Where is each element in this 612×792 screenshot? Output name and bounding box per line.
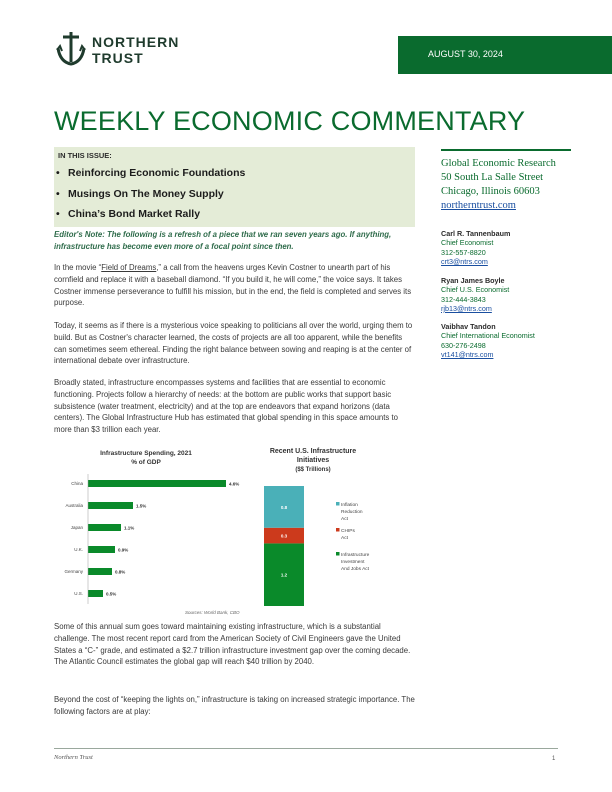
chart2-legend-label: Act <box>341 517 348 522</box>
issue-item[interactable]: • Reinforcing Economic Foundations <box>56 167 246 179</box>
paragraph-2: Today, it seems as if there is a mysterious voice speaking to politicians all over the world, urging them to build. But as Costner's character learned, the costs of projects are all too apparent, while the benefits can sometimes seem ethereal. Finding the right balance between sowing and reaping is at the center of international debate over infrastructure. <box>54 321 413 366</box>
chart1-value-label: 0.8% <box>115 569 126 575</box>
paragraph-1: In the movie “Field of Dreams,” a call from the heavens urges Kevin Costner to unearth part of his cornfield and replace it with a baseball diamond. “If you build it, he will come,” the voice says. It takes Costner immense perseverance to fulfill his mission, but in the end, the field is completed and serves its purpose. <box>54 263 412 308</box>
contact-name: Vaibhav Tandon <box>441 322 496 331</box>
in-this-issue-heading: IN THIS ISSUE: <box>58 151 112 160</box>
chart1-value-label: 1.1% <box>124 525 135 531</box>
paragraph-4: Some of this annual sum goes toward maintaining existing infrastructure, which is a substantial challenge. The most recent report card from the American Society of Civil Engineers gave the United States a “C-” grade, and estimated a $2.7 trillion infrastructure investment gap over the coming decade. The Atlantic Council estimates the global gap will reach $40 trillion by 2040. <box>54 622 411 667</box>
chart1-category-label: Germany <box>64 569 83 574</box>
paragraph-3: Broadly stated, infrastructure encompasses systems and facilities that are essential to economic functioning. Projects follow a hierarchy of needs: at the bottom are public works that support basic subsistence (water treatment, electricity) and at the top are endeavors that expand horizons (data centers). The Global Infrastructure Hub has estimated that global spending in this space amounts to more than $3 trillion each year. <box>54 378 398 435</box>
bullet-icon: • <box>56 208 60 220</box>
chart2-value-label: 0.3 <box>280 533 288 539</box>
chart2-legend-label: And Jobs Act <box>341 567 369 572</box>
brand-line-2: TRUST <box>92 50 144 66</box>
chart2-legend-swatch <box>336 528 340 532</box>
chart1-value-label: 4.6% <box>229 481 240 487</box>
chart1-bar <box>88 568 112 575</box>
contact-title: Chief U.S. Economist <box>441 285 510 295</box>
chart1-bar <box>88 524 121 531</box>
field-of-dreams-link[interactable]: Field of Dreams <box>101 263 157 272</box>
chart-source: Sources: World Bank, CBO <box>185 610 240 615</box>
contact-card <box>441 229 510 266</box>
editors-note: Editor's Note: The following is a refresh of a piece that we ran seven years ago. If anything, infrastructure has become even more of a focal point since then. <box>54 230 392 251</box>
chart2-legend-swatch <box>336 502 340 506</box>
chart1-value-label: 0.5% <box>106 591 117 597</box>
contact-name: Carl R. Tannenbaum <box>441 229 511 238</box>
chart2-legend-label: Inflation <box>341 503 358 508</box>
contact-email[interactable]: vt141@ntrs.com <box>441 349 494 359</box>
chart1-category-label: China <box>71 481 83 486</box>
chart1-bars <box>64 474 239 604</box>
contact-card <box>441 322 535 359</box>
brand-name <box>92 34 179 66</box>
chart2-legend-swatch <box>336 552 340 556</box>
chart1-title: Infrastructure Spending, 2021 <box>100 450 192 457</box>
chart1-value-label: 0.9% <box>118 547 129 553</box>
contact-email[interactable]: crt3@ntrs.com <box>441 256 488 266</box>
chart2-legend-label: Infrastructure <box>341 553 370 558</box>
chart1-category-label: U.K. <box>74 547 83 552</box>
chart2-subtitle: ($$ Trillions) <box>295 467 331 473</box>
address-line: 50 South La Salle Street <box>441 172 544 183</box>
contact-title: Chief Economist <box>441 238 494 248</box>
footer-rule <box>54 748 558 749</box>
contact-name: Ryan James Boyle <box>441 276 505 285</box>
sidebar-rule <box>441 149 571 151</box>
issue-date: AUGUST 30, 2024 <box>428 49 503 59</box>
chart1-bar <box>88 502 133 509</box>
bullet-icon: • <box>56 188 60 200</box>
address-line: Chicago, Illinois 60603 <box>441 186 540 197</box>
chart1-category-label: U.S. <box>74 591 83 596</box>
chart2-title-line2: Initiatives <box>296 457 330 464</box>
chart1-category-label: Japan <box>70 525 83 530</box>
page-title: WEEKLY ECONOMIC COMMENTARY <box>54 106 526 136</box>
page-number: 1 <box>552 756 556 762</box>
chart2-legend-label: Investment <box>341 560 365 565</box>
footer-brand: Northern Trust <box>54 754 93 761</box>
brand-line-1: NORTHERN <box>92 34 180 50</box>
chart1-bar <box>88 590 103 597</box>
chart1-bar <box>88 546 115 553</box>
chart2-value-label: 1.2 <box>280 572 288 578</box>
chart2-stack <box>264 486 370 606</box>
website-link[interactable]: northerntrust.com <box>441 200 516 211</box>
chart1-bar <box>88 480 226 487</box>
chart2-value-label: 0.8 <box>280 504 288 510</box>
issue-item[interactable]: • Musings On The Money Supply <box>56 188 224 200</box>
contact-phone: 630-276-2498 <box>441 340 486 350</box>
date-banner <box>398 36 612 74</box>
contact-phone: 312-557-8820 <box>441 247 486 257</box>
contact-phone: 312-444-3843 <box>441 294 486 304</box>
chart2-legend-label: Act <box>341 536 348 541</box>
contact-email[interactable]: rjb13@ntrs.com <box>441 303 492 313</box>
sidebar-address <box>441 157 556 213</box>
chart2-title-line1: Recent U.S. Infrastructure <box>269 448 357 455</box>
charts-area <box>54 444 416 618</box>
bullet-icon: • <box>56 167 60 179</box>
charts-svg <box>54 444 416 618</box>
paragraph-5: Beyond the cost of “keeping the lights on,” infrastructure is taking on increased strategic importance. The following factors are at play: <box>54 695 415 716</box>
address-line: Global Economic Research <box>441 158 556 169</box>
anchor-logo-icon <box>54 28 88 68</box>
chart1-category-label: Australia <box>65 503 83 508</box>
chart2-legend-label: CHIPs <box>341 529 355 534</box>
chart1-value-label: 1.5% <box>136 503 147 509</box>
contact-card <box>441 276 509 313</box>
contact-title: Chief International Economist <box>441 331 535 341</box>
chart2-legend-label: Reduction <box>341 510 363 515</box>
issue-item[interactable]: • China’s Bond Market Rally <box>56 208 201 220</box>
chart1-subtitle: % of GDP <box>131 459 161 466</box>
